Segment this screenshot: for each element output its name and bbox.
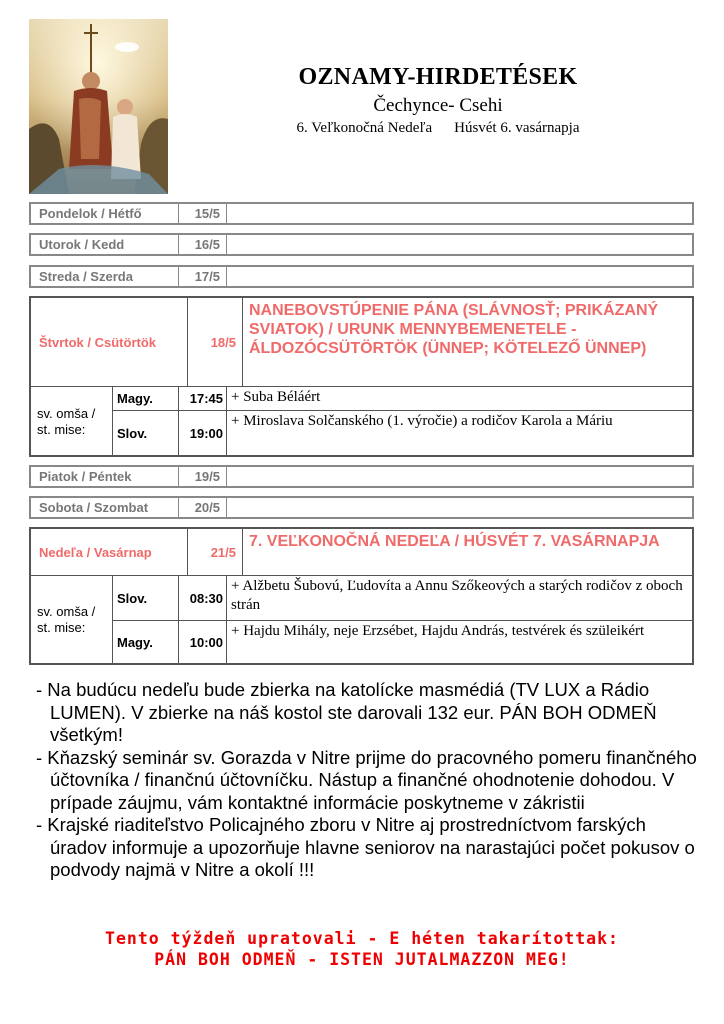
parish-name: Čechynce- Csehi [373,95,503,116]
day-name: Utorok / Kedd [31,235,179,254]
mass-time: 08:30 [179,576,227,620]
day-name: Streda / Szerda [31,267,179,286]
mass-label: sv. omša / st. mise: [31,576,113,664]
mass-row [113,387,692,411]
mass-row [113,576,692,621]
mass-time: 19:00 [179,411,227,456]
day-name: Pondelok / Hétfő [31,204,179,223]
day-date: 19/5 [179,467,227,486]
day-date: 18/5 [188,298,243,386]
day-row-friday [29,465,694,488]
day-header [31,529,692,576]
blessing-line: PÁN BOH ODMEŇ - ISTEN JUTALMAZZON MEG! [154,950,570,969]
day-content [227,267,692,286]
mass-intention: + Alžbetu Šubovú, Ľudovíta a Annu Szőkeových a starých rodičov z oboch strán [231,578,683,613]
mass-section [31,387,692,456]
day-block-sunday [29,527,694,665]
day-name: Piatok / Péntek [31,467,179,486]
mass-language: Magy. [113,387,179,410]
mass-intention: + Hajdu Mihály, neje Erzsébet, Hajdu András, testvérek és szüleikért [231,623,645,639]
day-content [227,467,692,486]
mass-language: Magy. [113,621,179,664]
day-content [227,204,692,223]
day-row-tuesday [29,233,694,256]
mass-intention: + Suba Béláért [231,389,321,405]
mass-row [113,621,692,664]
day-date: 20/5 [179,498,227,517]
mass-intention: + Miroslava Solčanského (1. výročie) a rodičov Karola a Máriu [231,413,613,429]
mass-time: 17:45 [179,387,227,410]
day-date: 16/5 [179,235,227,254]
sunday-slovak: 6. Veľkonočná Nedeľa [296,120,433,136]
announcement-item: - Kňazský seminár sv. Gorazda v Nitre prijme do pracovného pomeru finančného účtovníka / finančnú účtovníčku. Nástup a finančné ohodnotenie dohodou. V prípade záujmu, vám kontaktné informácie poskytneme v zákristii [36,746,697,813]
sunday-hungarian: Húsvét 6. vasárnapja [454,120,580,136]
liturgical-sunday [232,120,644,137]
day-date: 21/5 [188,529,243,575]
mass-row [113,411,692,456]
day-content [227,235,692,254]
mass-list [113,576,692,664]
baptism-illustration [29,19,168,194]
day-row-wednesday [29,265,694,288]
announcement-item: - Krajské riaditeľstvo Policajného zboru v Nitre aj prostredníctvom farských úradov informuje a upozorňuje hlavne seniorov na narastajúci počet pokusov o podvody najmä v Nitre a okolí !!! [36,814,695,880]
page-header [232,64,644,137]
mass-label: sv. omša / st. mise: [31,387,113,456]
announcement-item: - Na budúcu nedeľu bude zbierka na katolícke masmédiá (TV LUX a Rádio LUMEN). V zbierke na náš kostol ste darovali 132 eur. PÁN BOH ODMEŇ všetkým! [36,679,657,745]
mass-time: 10:00 [179,621,227,664]
mass-section [31,576,692,664]
page-title: OZNAMY-HIRDETÉSEK [298,64,578,90]
day-name: Sobota / Szombat [31,498,179,517]
feast-title: NANEBOVSTÚPENIE PÁNA (SLÁVNOSŤ; PRIKÁZANÝ SVIATOK) / URUNK MENNYBEMENETELE - ÁLDOZÓCSÜTÖRTÖK (ÜNNEP; KÖTELEZŐ ÜNNEP) [249,302,659,357]
mass-language: Slov. [113,576,179,620]
day-content [227,498,692,517]
mass-list [113,387,692,456]
mass-language: Slov. [113,411,179,456]
day-block-thursday [29,296,694,457]
day-date: 15/5 [179,204,227,223]
cleaning-thanks-line: Tento týždeň upratovali - E héten takarítottak: [105,929,619,948]
baptism-picture [29,19,168,194]
day-row-saturday [29,496,694,519]
day-date: 17/5 [179,267,227,286]
feast-title: 7. VEĽKONOČNÁ NEDEĽA / HÚSVÉT 7. VASÁRNAPJA [249,533,660,550]
day-name: Štvrtok / Csütörtök [31,298,188,386]
announcements [36,679,706,882]
day-name: Nedeľa / Vasárnap [31,529,188,575]
day-row-monday [29,202,694,225]
day-header [31,298,692,387]
